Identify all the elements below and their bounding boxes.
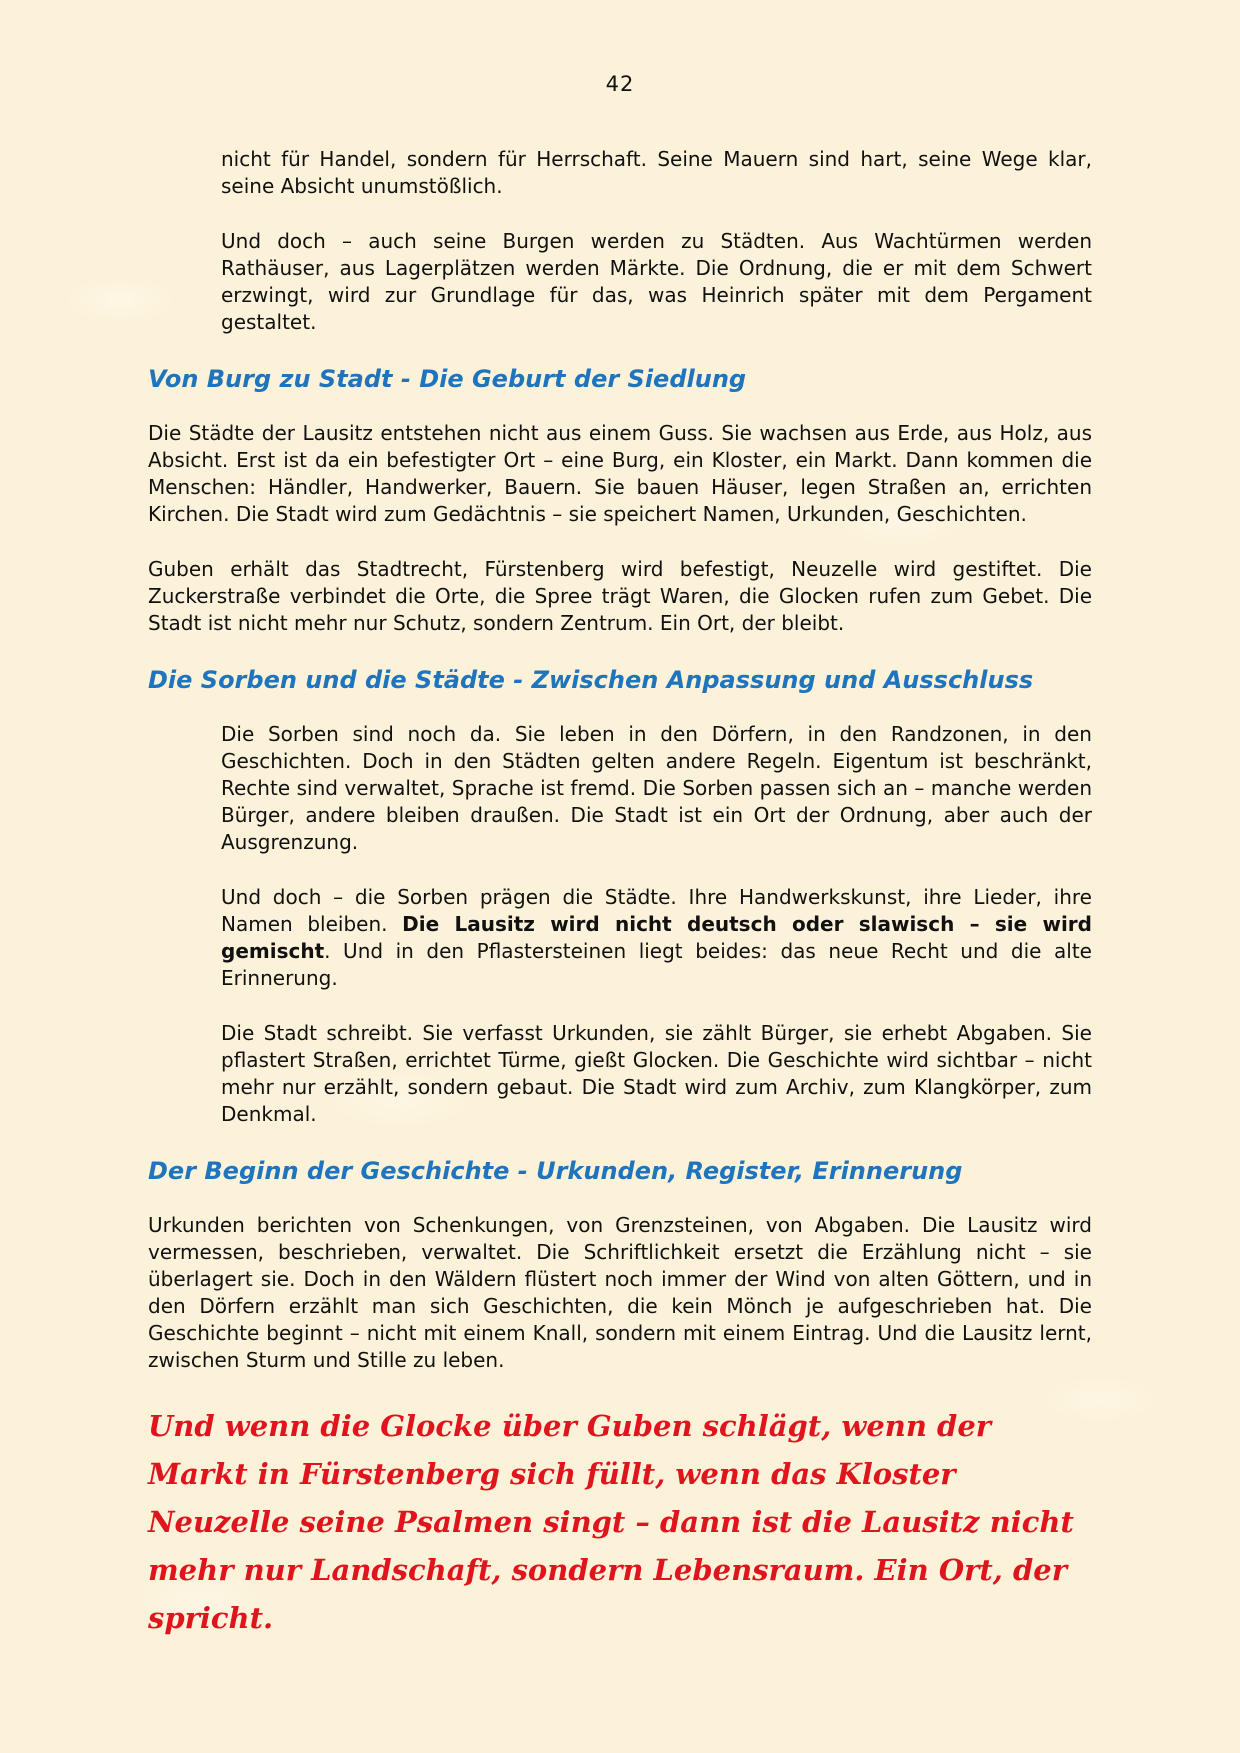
section-heading-beginn-geschichte: Der Beginn der Geschichte - Urkunden, Register, Erinnerung	[148, 1157, 963, 1185]
page-content	[148, 146, 1092, 1642]
section2-paragraph-3: Die Stadt schreibt. Sie verfasst Urkunden, sie zählt Bürger, sie erhebt Abgaben. Sie pflastert Straßen, errichtet Türme, gießt Glocken. Die Geschichte wird sichtbar – nicht mehr nur erzählt, sondern gebaut. Die Stadt wird zum Archiv, zum Klangkörper, zum Denkmal.	[221, 1021, 1092, 1126]
closing-quote: Und wenn die Glocke über Guben schlägt, wenn der Markt in Fürstenberg sich füllt, wenn das Kloster Neuzelle seine Psalmen singt – dann ist die Lausitz nicht mehr nur Landschaft, sondern Lebensraum. Ein Ort, der spricht.	[148, 1409, 1074, 1635]
section1-paragraph-1: Die Städte der Lausitz entstehen nicht aus einem Guss. Sie wachsen aus Erde, aus Holz, aus Absicht. Erst ist da ein befestigter Ort – eine Burg, ein Kloster, ein Markt. Dann kommen die Menschen: Händler, Handwerker, Bauern. Sie bauen Häuser, legen Straßen an, errichten Kirchen. Die Stadt wird zum Gedächtnis – sie speichert Namen, Urkunden, Geschichten.	[148, 421, 1092, 526]
intro-paragraph-1: nicht für Handel, sondern für Herrschaft. Seine Mauern sind hart, seine Wege klar, seine Absicht unumstößlich.	[221, 147, 1092, 198]
section2-p2-end: . Und in den Pflastersteinen liegt beides: das neue Recht und die alte Erinnerung.	[221, 939, 1092, 990]
section-heading-sorben: Die Sorben und die Städte - Zwischen Anpassung und Ausschluss	[148, 666, 1034, 694]
section-heading-burg-zu-stadt: Von Burg zu Stadt - Die Geburt der Siedlung	[148, 365, 747, 393]
section2-paragraph-1: Die Sorben sind noch da. Sie leben in den Dörfern, in den Randzonen, in den Geschichten. Doch in den Städten gelten andere Regeln. Eigentum ist beschränkt, Rechte sind verwaltet, Sprache ist fremd. Die Sorben passen sich an – manche werden Bürger, andere bleiben draußen. Die Stadt ist ein Ort der Ordnung, aber auch der Ausgrenzung.	[221, 722, 1092, 854]
section3-paragraph-1: Urkunden berichten von Schenkungen, von Grenzsteinen, von Abgaben. Die Lausitz wird vermessen, beschrieben, verwaltet. Die Schriftlichkeit ersetzt die Erzählung nicht – sie überlagert sie. Doch in den Wäldern flüstert noch immer der Wind von alten Göttern, und in den Dörfern erzählt man sich Geschichten, die kein Mönch je aufgeschrieben hat. Die Geschichte beginnt – nicht mit einem Knall, sondern mit einem Eintrag. Und die Lausitz lernt, zwischen Sturm und Stille zu leben.	[148, 1213, 1092, 1372]
section2-paragraph-2	[221, 884, 1092, 992]
section1-paragraph-2: Guben erhält das Stadtrecht, Fürstenberg wird befestigt, Neuzelle wird gestiftet. Die Zuckerstraße verbindet die Orte, die Spree trägt Waren, die Glocken rufen zum Gebet. Die Stadt ist nicht mehr nur Schutz, sondern Zentrum. Ein Ort, der bleibt.	[148, 557, 1092, 635]
intro-paragraph-2: Und doch – auch seine Burgen werden zu Städten. Aus Wachtürmen werden Rathäuser, aus Lagerplätzen werden Märkte. Die Ordnung, die er mit dem Schwert erzwingt, wird zur Grundlage für das, was Heinrich später mit dem Pergament gestaltet.	[221, 229, 1092, 334]
section2-p2-bold: Die Lausitz wird nicht deutsch oder slawisch – sie wird gemischt	[221, 912, 1092, 963]
page-number: 42	[605, 72, 635, 96]
section2-p2-start: Und doch – die Sorben prägen die Städte. Ihre Handwerkskunst, ihre Lieder, ihre Namen bleiben.	[221, 885, 1092, 936]
